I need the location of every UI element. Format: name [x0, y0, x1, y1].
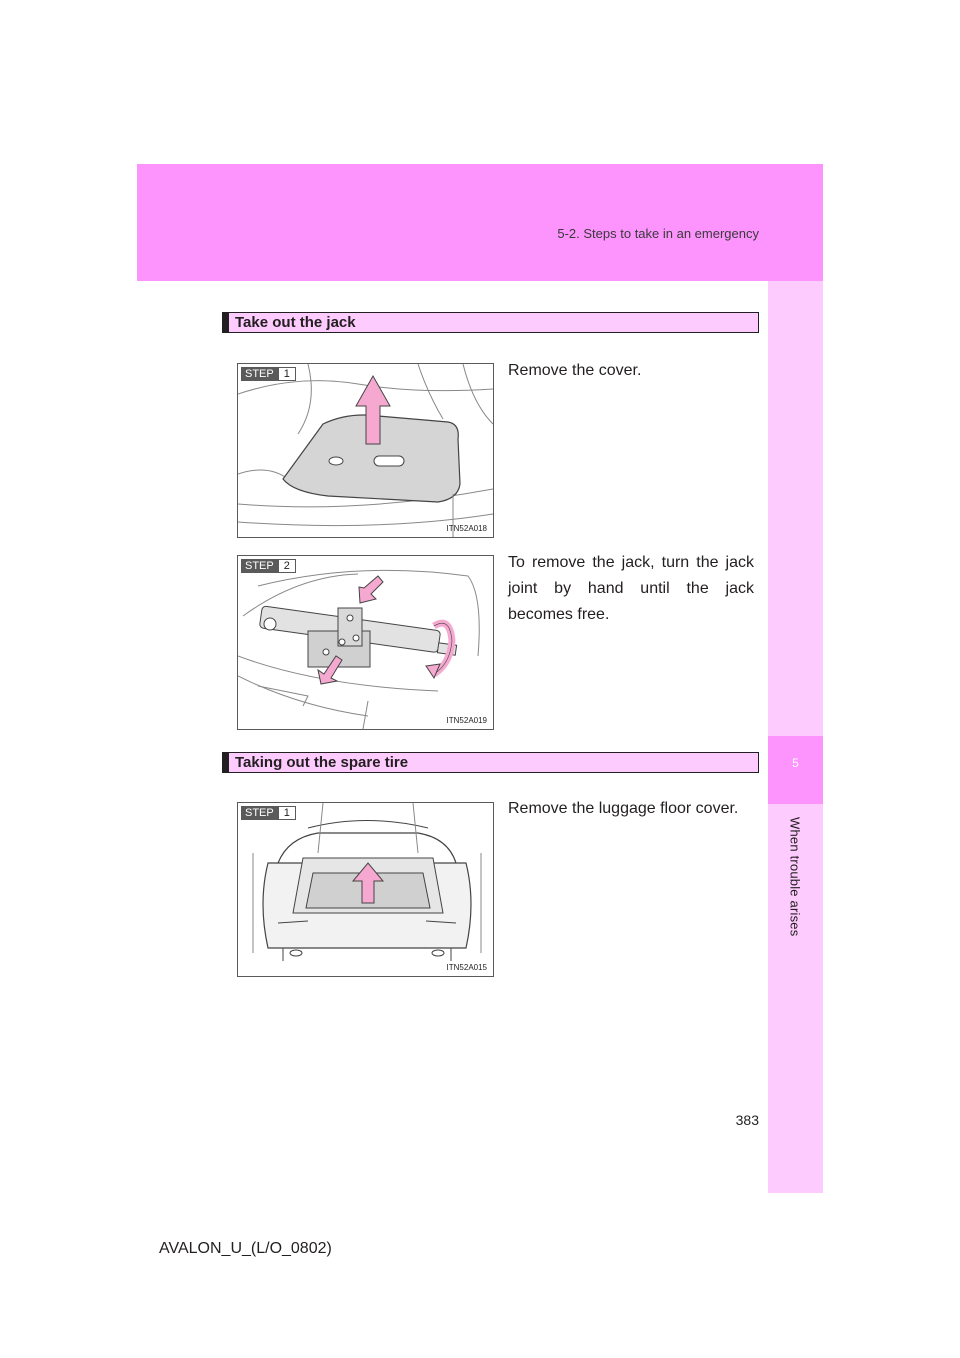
chapter-number: 5: [792, 756, 799, 770]
section-title: Taking out the spare tire: [235, 754, 409, 771]
figure-remove-cover: [237, 363, 494, 538]
section-heading-spare-tire: [222, 752, 759, 773]
running-header: 5-2. Steps to take in an emergency: [557, 226, 759, 241]
step-badge: [241, 367, 296, 381]
section-heading-accent: [223, 313, 229, 332]
section-heading-accent: [223, 753, 229, 772]
step-instruction: Remove the cover.: [508, 362, 642, 379]
trunk-illustration: [238, 803, 493, 976]
step-badge-number: 1: [278, 367, 296, 381]
step-badge-label: STEP: [241, 367, 278, 381]
step-instruction: Remove the luggage floor cover.: [508, 800, 739, 817]
figure-code: ITN52A018: [446, 524, 487, 533]
chapter-title: When trouble arises: [787, 817, 803, 937]
cover-illustration: [238, 364, 493, 537]
figure-luggage-floor-cover: [237, 802, 494, 977]
section-title: Take out the jack: [235, 314, 356, 331]
step-badge-number: 1: [278, 806, 296, 820]
jack-illustration: [238, 556, 493, 729]
step-instruction: To remove the jack, turn the jack joint by hand until the jack becomes free.: [508, 554, 754, 623]
section-heading-take-out-jack: [222, 312, 759, 333]
step-badge-number: 2: [278, 559, 296, 573]
figure-code: ITN52A019: [446, 716, 487, 725]
figure-code: ITN52A015: [446, 963, 487, 972]
document-code-footer: AVALON_U_(L/O_0802): [159, 1240, 332, 1257]
step-badge: [241, 559, 296, 573]
step-badge-label: STEP: [241, 559, 278, 573]
page-number: 383: [735, 1112, 759, 1128]
step-badge: [241, 806, 296, 820]
figure-remove-jack: [237, 555, 494, 730]
header-band: [137, 164, 823, 281]
side-tab-chapter-block: [768, 736, 823, 804]
step-badge-label: STEP: [241, 806, 278, 820]
